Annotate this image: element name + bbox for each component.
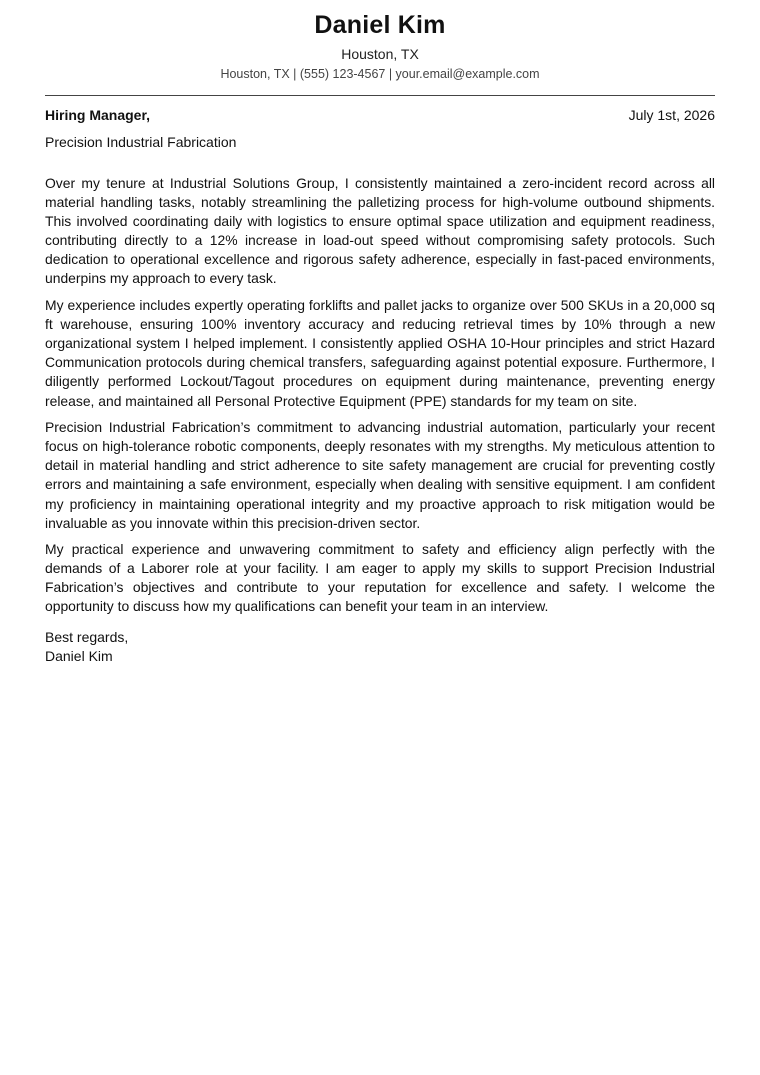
body-paragraph: My practical experience and unwavering commitment to safety and efficiency align perfectly with the demands of a Laborer role at your facility. I am eager to apply my skills to support Precision Industrial Fabrication’s objectives and contribute to your reputation for excellence and safety. I welcome the opportunity to discuss how my qualifications can benefit your team in an interview. bbox=[45, 541, 715, 615]
letter-date: July 1st, 2026 bbox=[628, 107, 715, 123]
applicant-name: Daniel Kim bbox=[314, 11, 446, 39]
salutation-date-row bbox=[45, 106, 715, 124]
body-paragraph: Over my tenure at Industrial Solutions Group, I consistently maintained a zero-incident record across all material handling tasks, notably streamlining the palletizing process for high-volume outbound shipments. This involved coordinating daily with logistics to ensure optimal space utilization and equipment readiness, contributing directly to a 12% increase in load-out speed without compromising safety protocols. Such dedication to operational excellence and rigorous safety adherence, especially in fast-paced environments, underpins my approach to every task. bbox=[45, 175, 715, 287]
recipient-company: Precision Industrial Fabrication bbox=[45, 134, 237, 150]
contact-line: Houston, TX | (555) 123-4567 | your.email@example.com bbox=[220, 67, 540, 81]
salutation: Hiring Manager, bbox=[45, 107, 151, 123]
header-divider bbox=[45, 95, 715, 96]
applicant-location: Houston, TX bbox=[341, 46, 419, 62]
letter-header bbox=[45, 0, 715, 82]
body-paragraph: My experience includes expertly operating forklifts and pallet jacks to organize over 500 SKUs in a 20,000 sq ft warehouse, ensuring 100% inventory accuracy and reducing retrieval times by 10% through a new organizational system I helped implement. I consistently applied OSHA 10-Hour principles and strict Hazard Communication protocols during chemical transfers, safeguarding against potential exposure. Furthermore, I diligently performed Lockout/Tagout procedures on equipment during maintenance, preventing energy release, and maintained all Personal Protective Equipment (PPE) standards for my team on site. bbox=[45, 297, 715, 409]
letter-body bbox=[45, 174, 715, 617]
closing-phrase: Best regards, bbox=[45, 628, 129, 645]
body-paragraph: Precision Industrial Fabrication’s commitment to advancing industrial automation, particularly your recent focus on high-tolerance robotic components, deeply resonates with my strengths. My meticulous attention to detail in material handling and strict adherence to site safety management are crucial for preventing costly errors and maintaining a safe environment, especially when dealing with sensitive equipment. I am confident my proficiency in maintaining operational integrity and my proactive approach to risk mitigation would be invaluable as you innovate within this precision-driven sector. bbox=[45, 419, 715, 531]
signature-name: Daniel Kim bbox=[45, 647, 113, 664]
letter-closing bbox=[45, 628, 715, 666]
